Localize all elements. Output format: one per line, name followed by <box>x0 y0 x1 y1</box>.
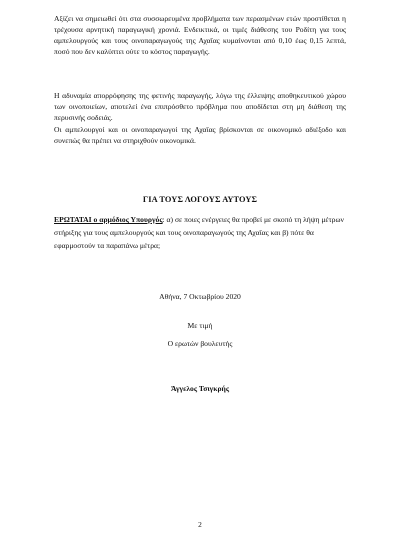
question-lead: ΕΡΩΤΑΤΑΙ ο αρμόδιος Υπουργός <box>54 215 163 224</box>
paragraph-economic-deadlock: Οι αμπελουργοί και οι οινοπαραγωγοί της Αχαΐας βρίσκονται σε οικονομικό αδιέξοδο και συνεπώς θα πρέπει να στηριχθούν οικονομικά. <box>54 125 346 145</box>
section-heading: ΓΙΑ ΤΟΥΣ ΛΟΓΟΥΣ ΑΥΤΟΥΣ <box>142 195 258 204</box>
page-number: 2 <box>198 520 202 529</box>
mp-label: Ο ερωτών βουλευτής <box>167 339 233 348</box>
question-paragraph <box>54 213 346 252</box>
closing-line: Με τιμή <box>187 321 213 330</box>
signature-name: Άγγελος Τσιγκρής <box>170 384 230 393</box>
date-line: Αθήνα, 7 Οκτωβρίου 2020 <box>159 292 241 301</box>
question-body: : α) σε ποιες ενέργειες θα προβεί με σκοπό τη λήψη μέτρων στήριξης για τους αμπελουργούς και τους οινοπαραγωγούς της Αχαΐας και β) πότε θα εφαρμοστούν τα παραπάνω μέτρα; <box>54 215 344 250</box>
paragraph-prices: Αξίζει να σημειωθεί ότι στα συσσωρευμένα προβλήματα των περασμένων ετών προστίθεται η τρέχουσα αρνητική παραγωγική χρονιά. Ενδεικτικά, οι τιμές διάθεσης του Ροδίτη για τους αμπελουργούς και τους οινοπαραγωγούς της Αχαΐας κυμαίνονται από 0,10 έως 0,15 λεπτά, ποσό που δεν καλύπτει ούτε το κόστος παραγωγής. <box>54 14 346 56</box>
paragraph-storage: Η αδυναμία απορρόφησης της φετινής παραγωγής, λόγω της έλλειψης αποθηκευτικού χώρου των οινοποιείων, αποτελεί ένα επιπρόσθετο πρόβλημα που αποδίδεται στη μη διάθεση της περυσινής σοδειάς. <box>54 91 346 122</box>
